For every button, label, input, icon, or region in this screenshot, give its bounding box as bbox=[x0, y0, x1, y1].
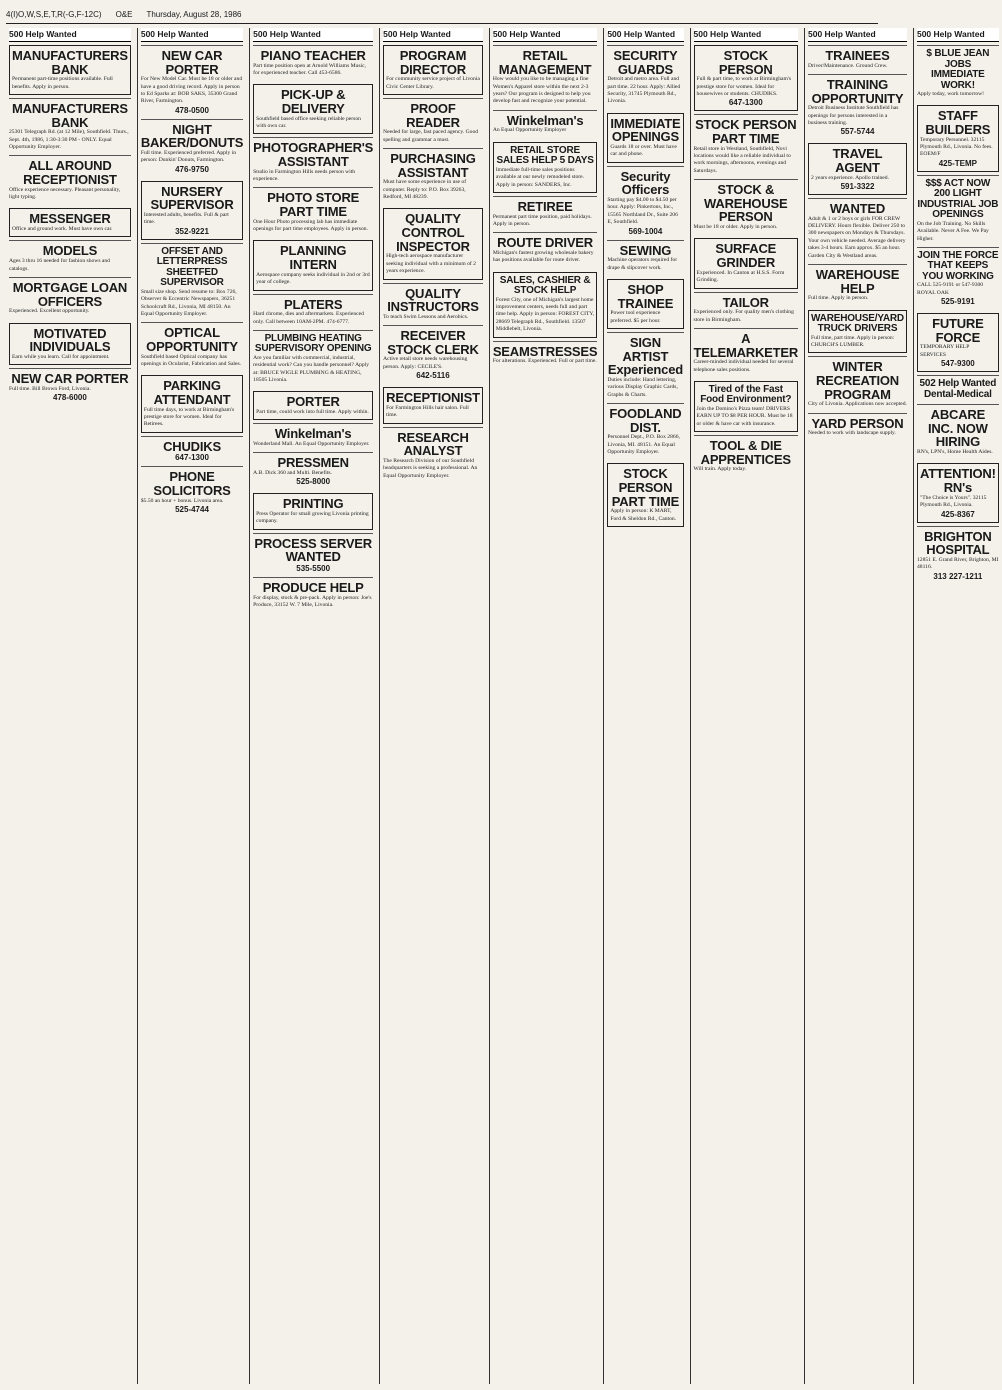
ad-body: Are you familiar with commercial, industrial, residential work? Can you handle personnel? Apply at: BRUCE WIGLE PLUMBING & HEATING, 18505 Livonia. bbox=[253, 354, 370, 384]
classified-ad bbox=[808, 310, 907, 354]
classified-column bbox=[690, 28, 801, 1384]
classified-ad bbox=[607, 45, 683, 110]
ad-body: 25301 Telegraph Rd. (at 12 Mile), Southfield. Thurs., Sept. 4th, 1986, 1:30-3:30 PM - ONLY. Equal Opportunity Employer. bbox=[9, 129, 129, 151]
classified-ad bbox=[607, 279, 683, 329]
ad-title: TAILOR bbox=[722, 294, 769, 310]
ad-title: PARKING ATTENDANT bbox=[153, 378, 231, 408]
ad-body: Needed for large, fast paced agency. Good spelling and grammar a must. bbox=[383, 129, 479, 143]
classified-ad bbox=[253, 45, 373, 81]
classified-ad bbox=[253, 330, 373, 389]
ad-phone: 647-1300 bbox=[728, 98, 763, 108]
ad-title: PROCESS SERVER WANTED bbox=[254, 535, 372, 565]
classified-ad bbox=[253, 391, 373, 420]
ad-title: PICK-UP & DELIVERY bbox=[280, 87, 346, 117]
ad-title: RETAIL MANAGEMENT bbox=[498, 48, 592, 77]
ad-body: Machine operators required for drape & slipcover work. bbox=[607, 257, 678, 271]
ad-title: OPTICAL OPPORTUNITY bbox=[146, 325, 238, 354]
classified-ad bbox=[694, 238, 798, 288]
ad-body: Ages 3 thru 16 needed for fashion shows and catalogs. bbox=[9, 258, 110, 272]
classified-column bbox=[249, 28, 376, 1384]
classified-ad bbox=[141, 322, 243, 372]
classified-ad bbox=[9, 45, 131, 95]
ad-body: City of Livonia. Applications now accepted. bbox=[808, 401, 907, 408]
ad-body: CALL 525-9191 or 547-9300 ROYAL OAK bbox=[916, 282, 984, 296]
ad-title: PROOF READER bbox=[406, 101, 460, 130]
classified-ad bbox=[9, 240, 131, 276]
ad-title: PURCHASING ASSISTANT bbox=[390, 151, 476, 180]
masthead-date: Thursday, August 28, 1986 bbox=[146, 10, 242, 19]
ad-body: Permanent part time position, paid holidays. Apply in person. bbox=[492, 213, 592, 227]
ad-body: "The Choice is Yours". 32115 Plymouth Rd., Livonia. bbox=[919, 494, 987, 509]
ad-body: Studio in Farmington Hills needs person with experience. bbox=[253, 168, 356, 183]
classified-ad bbox=[383, 387, 483, 423]
ad-title: WAREHOUSE HELP bbox=[815, 266, 900, 296]
ad-body: For alterations. Experienced. Full or part time. bbox=[492, 358, 597, 365]
ad-body: $5.50 an hour + bonus. Livonia area. bbox=[140, 497, 224, 504]
ad-body: Apply today, work tomorrow! bbox=[916, 91, 985, 97]
ad-body: Interested adults, benefits. Full & part time. bbox=[143, 212, 229, 226]
ad-title: STOCK PERSON bbox=[718, 48, 773, 77]
ad-phone: 647-1300 bbox=[175, 453, 209, 463]
ad-title: MODELS bbox=[42, 243, 98, 259]
classified-ad bbox=[141, 181, 243, 240]
ad-body: Experienced. In Canton at H.S.S. Form Grinding. bbox=[696, 269, 785, 284]
ad-body: Starting pay $4.00 to $4.50 per hour. Apply: Pinkertons, Inc., 15565 Northland Dr., Suite 206 E, Southfield. bbox=[607, 197, 678, 226]
ad-title: FUTURE FORCE bbox=[932, 316, 984, 345]
ad-title: STOCK PERSON PART TIME bbox=[695, 117, 797, 147]
ad-title: TRAINING OPPORTUNITY bbox=[811, 77, 904, 106]
ad-body: For Farmington Hills hair salon. Full time. bbox=[386, 404, 469, 419]
ad-title: SIGN ARTIST Experienced bbox=[607, 335, 683, 378]
classified-ad bbox=[607, 113, 683, 163]
ad-phone: 525-9191 bbox=[940, 297, 975, 307]
classified-ad bbox=[9, 155, 131, 205]
classified-ad bbox=[383, 98, 483, 148]
ad-title: SURFACE GRINDER bbox=[715, 241, 777, 271]
ad-title: TOOL & DIE APPRENTICES bbox=[700, 438, 791, 467]
ad-phone: 525-4744 bbox=[175, 505, 209, 515]
ad-title: NURSERY SUPERVISOR bbox=[150, 183, 234, 213]
ad-title: MANUFACTURERS BANK bbox=[12, 48, 128, 77]
ad-title: PIANO TEACHER bbox=[260, 48, 366, 63]
ad-title: MORTGAGE LOAN OFFICERS bbox=[12, 279, 128, 309]
ad-body: Wonderland Mall. An Equal Opportunity Employer. bbox=[253, 441, 370, 448]
ad-body: To teach Swim Lessons and Aerobics. bbox=[383, 313, 469, 320]
ad-title: ATTENTION! RN's bbox=[919, 466, 996, 496]
ad-body: 2 years experience. Apollo trained. bbox=[811, 174, 889, 181]
ad-title: SEWING bbox=[619, 242, 672, 258]
ad-title: OFFSET AND LETTERPRESS SHEETFED SUPERVISOR bbox=[156, 245, 228, 289]
classified-columns bbox=[6, 28, 999, 1384]
classified-ad bbox=[141, 45, 243, 119]
ad-body: Earn while you learn. Call for appointment. bbox=[12, 353, 110, 360]
ad-body: Part time position open at Arnold Williams Music, for experienced teacher. Call 453-6586. bbox=[253, 62, 366, 77]
ad-body: Full time. Experienced preferred. Apply in person: Dunkin' Donuts, Farmington. bbox=[140, 150, 237, 164]
ad-body: Duties include: Hand lettering, various Display Graphic Cards, Graphs & Charts. bbox=[607, 376, 678, 398]
classified-ad bbox=[141, 466, 243, 518]
ad-title: SALES, CASHIER & STOCK HELP bbox=[499, 274, 591, 297]
classified-ad bbox=[9, 368, 131, 406]
classified-ad bbox=[383, 148, 483, 205]
ad-body: Permanent part-time positions available. Full benefits. Apply in person. bbox=[12, 76, 113, 90]
classified-ad bbox=[253, 294, 373, 330]
ad-title: RESEARCH ANALYST bbox=[397, 429, 469, 459]
ad-title: Winkelman's bbox=[274, 426, 352, 442]
ad-body: Forest City, one of Michigan's largest home improvement centers, needs full and part time help. Apply in person: FOREST CITY, 28669 Telegraph Rd., Southfield. 13507 Middlebelt, Livonia. bbox=[495, 296, 595, 333]
ad-body: Must have some experience in use of computer. Reply to: P.O. Box 39263, Redford, MI 48239. bbox=[383, 179, 467, 201]
ad-body: Driver/Maintenance. Ground Crew. bbox=[808, 62, 888, 69]
ad-title: Winkelman's bbox=[506, 112, 584, 128]
ad-body: 12851 E. Grand River, Brighton, MI 48116. bbox=[916, 556, 999, 571]
classified-ad bbox=[917, 175, 999, 247]
classified-ad bbox=[9, 323, 131, 366]
classified-ad bbox=[9, 208, 131, 237]
classified-ad bbox=[694, 179, 798, 235]
section-header: 500 Help Wanted bbox=[917, 28, 999, 42]
ad-body: One Hour Photo processing lab has immediate openings for part time employees. Apply in person. bbox=[253, 218, 368, 233]
ad-body: Guards 18 or over. Must have car and phone. bbox=[610, 144, 677, 158]
section-header: 500 Help Wanted bbox=[383, 28, 483, 42]
ad-title: QUALITY INSTRUCTORS bbox=[387, 285, 479, 315]
ad-body: Join the Domino's Pizza team! DRIVERS EARN UP TO $8 PER HOUR. Must be 18 or older & have car with insurance. bbox=[696, 405, 793, 427]
ad-title: TRAVEL AGENT bbox=[832, 146, 883, 176]
ad-title: CHUDIKS bbox=[163, 438, 221, 454]
ad-title: A TELEMARKETER bbox=[693, 330, 799, 360]
classified-ad bbox=[917, 45, 999, 102]
classified-ad bbox=[493, 232, 598, 268]
classified-ad bbox=[607, 240, 683, 276]
ad-title: FOODLAND DIST. bbox=[609, 406, 682, 435]
ad-body: The Research Division of our Southfield headquarters is seeking a professional. An Equal Opportunity Employer. bbox=[383, 457, 478, 479]
ad-title: SECURITY GUARDS bbox=[613, 48, 678, 77]
classified-ad bbox=[694, 45, 798, 111]
classified-ad bbox=[808, 45, 907, 74]
ad-body: Power tool experience preferred. $5 per hour. bbox=[610, 310, 661, 324]
ad-title: STOCK & WAREHOUSE PERSON bbox=[704, 182, 788, 225]
ad-body: Active retail store needs warehousing person. Apply: CECILE'S. bbox=[383, 356, 468, 370]
ad-title: YARD PERSON bbox=[811, 415, 904, 431]
section-header: 500 Help Wanted bbox=[141, 28, 243, 42]
classified-column bbox=[137, 28, 246, 1384]
ad-body: Career-minded individual needed for several telephone sales positions. bbox=[693, 359, 794, 373]
ad-phone: 478-0500 bbox=[175, 105, 209, 115]
ad-body: How would you like to be managing a fine Women's Apparel store within the next 2-3 years? Our program is designed to help you develop fast and recognize your potential. bbox=[492, 76, 591, 105]
classified-ad bbox=[253, 452, 373, 490]
ad-body: Press Operator for small growing Livonia printing company. bbox=[256, 511, 369, 525]
ad-body: Office and ground work. Must have own car. bbox=[12, 226, 113, 233]
classified-ad bbox=[141, 436, 243, 467]
classified-ad bbox=[9, 98, 131, 155]
ad-body: On the Job Training. No Skills Available. Never A Fee. We Pay Higher. bbox=[916, 220, 989, 242]
ad-phone: 352-9221 bbox=[175, 226, 209, 236]
ad-body: Southfield based office seeking reliable person with own car. bbox=[256, 115, 361, 130]
ad-title: TRAINEES bbox=[825, 48, 890, 63]
masthead-left: 4(I)O,W,S,E,T,R(-G,F-12C) bbox=[6, 10, 102, 19]
classified-ad bbox=[917, 105, 999, 171]
ad-title: IMMEDIATE OPENINGS bbox=[610, 115, 681, 145]
ad-phone: 557-5744 bbox=[840, 127, 875, 137]
classified-ad bbox=[253, 423, 373, 452]
ad-phone: 476-9750 bbox=[175, 164, 209, 174]
classified-ad bbox=[383, 208, 483, 279]
ad-phone: 591-3322 bbox=[840, 182, 875, 192]
classified-ad bbox=[694, 435, 798, 478]
ad-phone: 569-1004 bbox=[628, 226, 663, 236]
ad-title: $ BLUE JEAN JOBS IMMEDIATE WORK! bbox=[926, 48, 990, 91]
ad-body: Temporary Personnel. 32115 Plymouth Rd., Livonia. No fees. EOEM/F bbox=[919, 136, 993, 158]
ad-phone: 313 227-1211 bbox=[933, 571, 983, 581]
classified-ad bbox=[808, 356, 907, 412]
classified-ad bbox=[493, 110, 598, 139]
classified-ad bbox=[917, 313, 999, 372]
section-header: 500 Help Wanted bbox=[493, 28, 598, 42]
classified-ad bbox=[383, 45, 483, 95]
ad-body: Will train. Apply today. bbox=[693, 466, 747, 473]
ad-phone: 547-9300 bbox=[940, 359, 975, 369]
classified-ad bbox=[607, 463, 683, 527]
ad-body: An Equal Opportunity Employer bbox=[492, 127, 567, 134]
ad-title: BRIGHTON HOSPITAL bbox=[924, 528, 992, 558]
ad-body: Detroit and metro area. Full and part time. 22 hour. Apply: Allied Security, 31745 Plymouth Rd., Livonia. bbox=[607, 76, 681, 105]
classified-ad bbox=[383, 427, 483, 484]
ad-phone: 525-8000 bbox=[296, 477, 331, 487]
classified-column bbox=[913, 28, 1002, 1384]
ad-title: WINTER RECREATION PROGRAM bbox=[815, 359, 899, 402]
classified-ad bbox=[917, 247, 999, 310]
classified-column bbox=[489, 28, 601, 1384]
ad-body: A.B. Dick 360 and Multi. Benefits. bbox=[253, 470, 332, 477]
ad-title: MOTIVATED INDIVIDUALS bbox=[29, 325, 111, 355]
section-header: 500 Help Wanted bbox=[253, 28, 373, 42]
ad-body: Part time, could work into full time. Apply within. bbox=[256, 409, 369, 416]
ad-body: Full time. Apply in person. bbox=[808, 295, 869, 302]
ad-title: RETAIL STORE SALES HELP 5 DAYS bbox=[496, 144, 594, 167]
classified-ad bbox=[493, 45, 598, 110]
ad-body: Apply in person: K MART, Ford & Sheldon Rd., Canton. bbox=[610, 508, 677, 522]
classified-ad bbox=[383, 325, 483, 384]
classified-ad bbox=[607, 166, 683, 240]
ad-title: STOCK PERSON PART TIME bbox=[611, 466, 680, 509]
ad-body: Experienced only. For quality men's clothing store in Birmingham. bbox=[693, 309, 794, 323]
ad-title: PRESSMEN bbox=[277, 455, 349, 471]
ad-body: Southfield based Optical company has openings in Ocularist, Fabrication and Sales. bbox=[140, 353, 242, 367]
ad-title: RETIREE bbox=[517, 198, 573, 214]
ad-body: For display, stock & pre-pack. Apply in person: Joe's Produce, 33152 W. 7 Mile, Livonia. bbox=[253, 594, 372, 609]
ad-title: PHONE SOLICITORS bbox=[153, 469, 231, 499]
ad-body: Needed to work with landscape supply. bbox=[808, 430, 896, 437]
classified-ad bbox=[253, 533, 373, 577]
ad-title: WANTED bbox=[829, 201, 886, 217]
classified-ad bbox=[253, 84, 373, 134]
section-header: 500 Help Wanted bbox=[9, 28, 131, 42]
classified-ad bbox=[694, 292, 798, 328]
ad-title: PLATERS bbox=[284, 296, 343, 312]
ad-body: Adult & 1 or 2 boys or girls FOR CREW DELIVERY. Hours flexible. Deliver 250 to 300 newspapers on Mondays & Thursdays. Your own vehicle needed. Average delivery takes 3-4 hours. Earn approx. $5 an hour. Garden City & Westland areas. bbox=[808, 215, 906, 259]
ad-body: Full & part time, to work at Birmingham's prestige store for women. Ideal for housewives or students. CHUDIKS. bbox=[696, 76, 792, 98]
classified-ad bbox=[253, 187, 373, 237]
ad-body: Office experience necessary. Pleasant personality, light typing. bbox=[9, 186, 121, 201]
ad-title: Security Officers bbox=[620, 168, 671, 198]
classified-column bbox=[6, 28, 134, 1384]
classified-ad bbox=[607, 332, 683, 403]
ad-body: Aerospace company seeks individual in 2nd or 3rd year of college. bbox=[256, 271, 370, 286]
classified-ad bbox=[808, 198, 907, 264]
ad-title: 502 Help Wanted Dental-Medical bbox=[919, 378, 997, 400]
ad-title: PLUMBING HEATING SUPERVISORY OPENING bbox=[254, 332, 372, 355]
ad-body: TEMPORARY HELP SERVICES bbox=[919, 344, 970, 358]
ad-title: PLANNING INTERN bbox=[280, 243, 347, 273]
ad-body: Hard chrome, dies and aftermarkets. Experienced only. Call between 10AM-2PM. 474-6777. bbox=[253, 311, 364, 325]
ad-title: NIGHT BAKER/DONUTS bbox=[140, 121, 244, 151]
page-masthead bbox=[6, 6, 878, 24]
classified-ad bbox=[253, 240, 373, 290]
ad-title: PROGRAM DIRECTOR bbox=[399, 48, 467, 77]
classified-ad bbox=[493, 142, 598, 193]
ad-body: Michigan's fastest growing wholesale bakery has positions available for route driver. bbox=[492, 249, 594, 264]
ad-body: Personnel Dept., P.O. Box 2866, Livonia, MI. 48151. An Equal Opportunity Employer. bbox=[607, 434, 680, 456]
ad-title: ABCARE INC. NOW HIRING bbox=[927, 407, 988, 450]
ad-body: Must be 18 or older. Apply in person. bbox=[693, 224, 778, 231]
classified-ad bbox=[917, 404, 999, 460]
ad-body: Detroit Business Institute Southfield has openings for persons interested in a business training. bbox=[808, 105, 899, 127]
section-header: 500 Help Wanted bbox=[808, 28, 907, 42]
ad-title: RECEIVER STOCK CLERK bbox=[387, 328, 479, 357]
ad-title: MESSENGER bbox=[29, 211, 111, 227]
ad-body: Full time days, to work at Birmingham's prestige store for women. Ideal for Retirees. bbox=[143, 406, 235, 428]
classified-ad bbox=[917, 375, 999, 404]
ad-title: JOIN THE FORCE THAT KEEPS YOU WORKING bbox=[917, 249, 999, 282]
classified-ad bbox=[808, 264, 907, 307]
classified-ad bbox=[493, 272, 598, 338]
classified-ad bbox=[383, 283, 483, 326]
ad-body: High-tech aerospace manufacturer seeking individual with a minimum of 2 years experience. bbox=[386, 253, 476, 275]
ad-title: Tired of the Fast Food Environment? bbox=[700, 383, 792, 406]
ad-title: PHOTOGRAPHER'S ASSISTANT bbox=[253, 140, 374, 170]
classified-ad bbox=[607, 403, 683, 460]
ad-phone: 425-8367 bbox=[940, 509, 975, 519]
classified-ad bbox=[141, 119, 243, 178]
section-header: 500 Help Wanted bbox=[694, 28, 798, 42]
ad-title: ALL AROUND RECEPTIONIST bbox=[23, 158, 117, 188]
ad-title: SEAMSTRESSES bbox=[492, 343, 598, 359]
classified-ad bbox=[917, 463, 999, 522]
classified-ad bbox=[694, 381, 798, 432]
ad-body: Retail store in Westland, Southfield, Novi locations would like a reliable individual to work mornings, afternoons, evenings and Saturdays. bbox=[693, 145, 791, 174]
ad-title: PRODUCE HELP bbox=[262, 580, 364, 596]
classified-ad bbox=[493, 196, 598, 232]
classified-column bbox=[379, 28, 486, 1384]
ad-title: $$$ ACT NOW 200 LIGHT INDUSTRIAL JOB OPENINGS bbox=[917, 177, 999, 221]
ad-phone: 642-5116 bbox=[416, 371, 450, 381]
classified-ad bbox=[808, 413, 907, 442]
ad-title: PRINTING bbox=[282, 496, 344, 512]
classified-column bbox=[603, 28, 686, 1384]
ad-title: ROUTE DRIVER bbox=[497, 235, 593, 251]
ad-body: For New Model Car. Must be 18 or older and have a good driving record. Apply in person to Ed Sparks at: BOB SAKS, 35300 Grand River, Farmington. bbox=[140, 76, 243, 105]
classified-ad bbox=[141, 243, 243, 323]
ad-title: PORTER bbox=[286, 394, 340, 410]
classified-ad bbox=[694, 114, 798, 179]
ad-title: STAFF BUILDERS bbox=[925, 108, 991, 138]
classified-ad bbox=[493, 341, 598, 370]
ad-title: RECEPTIONIST bbox=[386, 390, 480, 406]
ad-title: PHOTO STORE PART TIME bbox=[267, 190, 360, 220]
ad-phone: 478-6000 bbox=[53, 393, 87, 403]
classified-ad bbox=[9, 277, 131, 320]
classified-ad bbox=[808, 74, 907, 140]
ad-title: NEW CAR PORTER bbox=[11, 371, 129, 387]
ad-title: WAREHOUSE/YARD TRUCK DRIVERS bbox=[811, 312, 904, 335]
ad-title: SHOP TRAINEE bbox=[617, 281, 674, 311]
ad-body: RN's, LPN's, Home Health Aides. bbox=[916, 449, 993, 456]
ad-body: Small size shop. Send resume to: Box 726, Observer & Eccentric Newspapers, 36251 Schoolcraft Rd., Livonia, MI 48150. An Equal Opportunity Employer. bbox=[140, 288, 237, 317]
ad-title: MANUFACTURERS BANK bbox=[12, 101, 128, 130]
ad-body: Full time, part time. Apply in person: CHURCH'S LUMBER. bbox=[811, 334, 895, 348]
ad-phone: 425-TEMP bbox=[938, 158, 977, 168]
ad-body: Full time. Bill Brown Ford, Livonia. bbox=[9, 385, 91, 392]
ad-title: NEW CAR PORTER bbox=[161, 48, 223, 77]
classified-column bbox=[804, 28, 910, 1384]
classified-ad bbox=[917, 526, 999, 585]
classified-ad bbox=[141, 375, 243, 432]
classified-ad bbox=[253, 577, 373, 613]
ad-body: Immediate full-time sales positions available at our newly remodeled store. Apply in person: SANDERS, Inc. bbox=[495, 166, 585, 188]
ad-body: For community service project of Livonia Civic Center Library. bbox=[386, 76, 480, 90]
ad-phone: 535-5500 bbox=[296, 564, 331, 574]
ad-body: Experienced. Excellent opportunity. bbox=[9, 308, 90, 315]
classified-ad bbox=[694, 328, 798, 378]
masthead-edition: O&E bbox=[115, 10, 133, 19]
classified-ad bbox=[253, 137, 373, 187]
classified-ad bbox=[808, 143, 907, 195]
classified-ad bbox=[253, 493, 373, 529]
section-header: 500 Help Wanted bbox=[607, 28, 683, 42]
ad-title: QUALITY CONTROL INSPECTOR bbox=[396, 211, 470, 254]
